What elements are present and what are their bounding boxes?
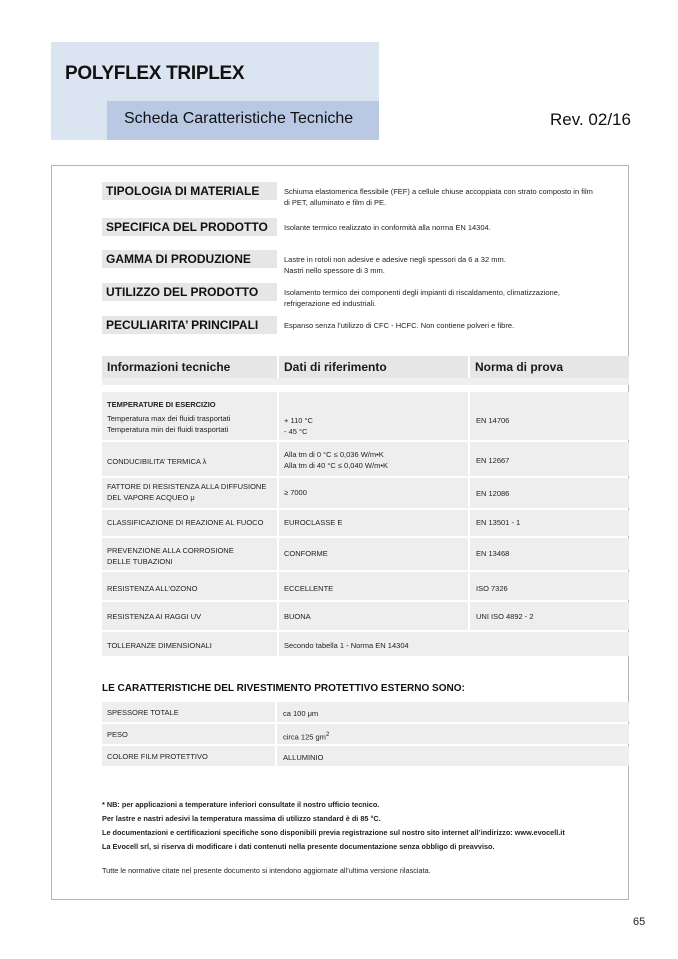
cell-info: TEMPERATURE DI ESERCIZIO <box>107 400 216 409</box>
product-spec-label: SPECIFICA DEL PRODOTTO <box>102 218 277 236</box>
cell-info: DEL VAPORE ACQUEO μ <box>107 493 195 502</box>
note-line: Le documentazioni e certificazioni specifiche sono disponibili previa registrazione sul nostro sito internet all’indirizzo: www.evocell.it <box>102 828 565 837</box>
cell-info: RESISTENZA ALL’OZONO <box>107 584 198 593</box>
cell-info: TOLLERANZE DIMENSIONALI <box>107 641 212 650</box>
cell-data: ECCELLENTE <box>284 584 334 593</box>
revision-label: Rev. 02/16 <box>550 110 631 129</box>
cell-data: Secondo tabella 1 - Norma EN 14304 <box>284 641 409 650</box>
cell-data: Alla tm di 40 °C ≤ 0,040 W/m•K <box>284 461 388 470</box>
coating-value: circa 125 $gm^2$ <box>283 732 330 742</box>
coating-label: SPESSORE TOTALE <box>107 708 179 717</box>
table-header-underband <box>102 378 629 385</box>
note-line: La Evocell srl, si riserva di modificare i dati contenuti nella presente documentazione senza obbligo di preavviso. <box>102 842 495 851</box>
coating-value: ca 100 μm <box>283 709 319 718</box>
cell-norm: EN 13501 - 1 <box>476 518 521 527</box>
th-reference-data: Dati di riferimento <box>279 356 468 378</box>
document-title: POLYFLEX TRIPLEX <box>65 63 245 84</box>
product-use-text: Isolamento termico dei componenti degli impianti di riscaldamento, climatizzazione, refrigerazione ed industriali. <box>284 288 560 308</box>
cell-info: CLASSIFICAZIONE DI REAZIONE AL FUOCO <box>107 518 264 527</box>
material-type-label: TIPOLOGIA DI MATERIALE <box>102 182 277 200</box>
cell-data: + 110 °C <box>284 416 313 425</box>
cell-info: CONDUCIBILITA’ TERMICA λ <box>107 457 207 466</box>
document-subtitle: Scheda Caratteristiche Tecniche <box>124 110 354 127</box>
cell-info: Temperatura min dei fluidi trasportati <box>107 425 229 434</box>
footnote: Tutte le normative citate nel presente documento si intendono aggiornate all’ultima versione rilasciata. <box>102 866 431 875</box>
th-technical-info: Informazioni tecniche <box>102 356 277 378</box>
main-features-text: Espanso senza l’utilizzo di CFC - HCFC. Non contiene polveri e fibre. <box>284 321 515 330</box>
main-features-label: PECULIARITA’ PRINCIPALI <box>102 316 277 334</box>
cell-info: FATTORE DI RESISTENZA ALLA DIFFUSIONE <box>107 482 267 491</box>
product-use-label: UTILIZZO DEL PRODOTTO <box>102 283 277 301</box>
cell-norm: EN 13468 <box>476 549 510 558</box>
cell-info: PREVENZIONE ALLA CORROSIONE <box>107 546 234 555</box>
cell-norm: EN 14706 <box>476 416 510 425</box>
th-test-norm: Norma di prova <box>470 356 629 378</box>
cell-norm: ISO 7326 <box>476 584 508 593</box>
coating-section-title: LE CARATTERISTICHE DEL RIVESTIMENTO PROTETTIVO ESTERNO SONO: <box>102 683 465 694</box>
cell-info: Temperatura max dei fluidi trasportati <box>107 414 231 423</box>
cell-data: EUROCLASSE E <box>284 518 343 527</box>
production-range-label: GAMMA DI PRODUZIONE <box>102 250 277 268</box>
coating-value: ALLUMINIO <box>283 753 324 762</box>
cell-norm: UNI ISO 4892 - 2 <box>476 612 534 621</box>
material-type-text: Schiuma elastomerica flessibile (FEF) a cellule chiuse accoppiata con strato composto in film di PET, alluminato e film di PE. <box>284 187 593 207</box>
product-spec-text: Isolante termico realizzato in conformità alla norma EN 14304. <box>284 223 491 232</box>
coating-label: COLORE FILM PROTETTIVO <box>107 752 208 761</box>
note-line: * NB: per applicazioni a temperature inferiori consultate il nostro ufficio tecnico. <box>102 800 380 809</box>
coating-label: PESO <box>107 730 128 739</box>
cell-norm: EN 12667 <box>476 456 510 465</box>
production-range-text: Lastre in rotoli non adesive e adesive negli spessori da 6 a 32 mm. Nastri nello spessore di 3 mm. <box>284 255 506 275</box>
page-number: 65 <box>633 916 646 928</box>
cell-norm: EN 12086 <box>476 489 510 498</box>
cell-data: ≥ 7000 <box>284 488 307 497</box>
cell-data: - 45 °C <box>284 427 308 436</box>
cell-data: BUONA <box>284 612 311 621</box>
cell-data: Alla tm di 0 °C ≤ 0,036 W/m•K <box>284 450 384 459</box>
cell-info: DELLE TUBAZIONI <box>107 557 173 566</box>
note-line: Per lastre e nastri adesivi la temperatura massima di utilizzo standard è di 85 °C. <box>102 814 381 823</box>
cell-data: CONFORME <box>284 549 328 558</box>
cell-info: RESISTENZA AI RAGGI UV <box>107 612 202 621</box>
